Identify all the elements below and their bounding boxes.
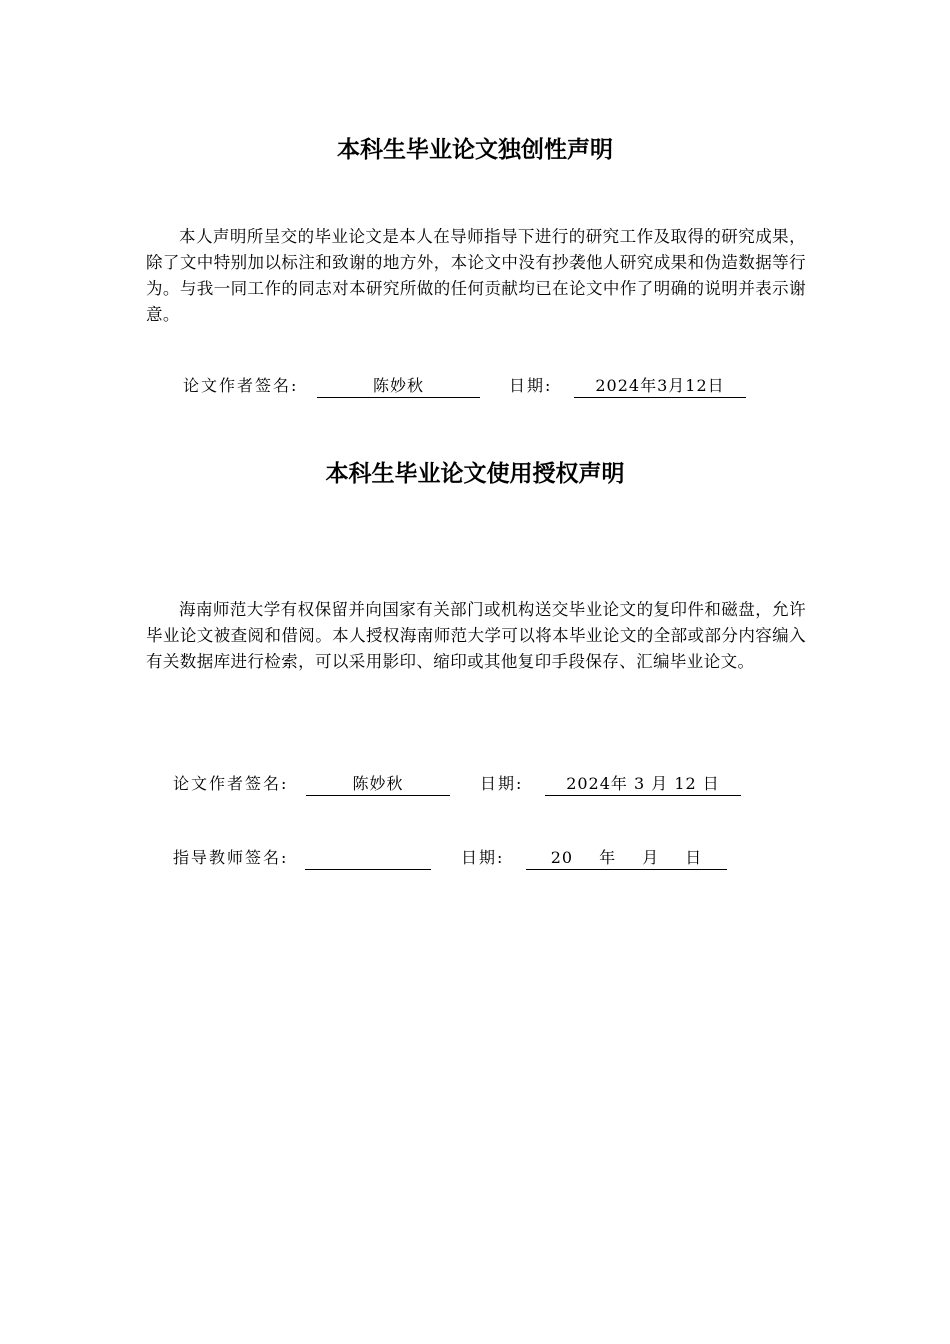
- date-label: 日期:: [509, 376, 553, 395]
- author-signature-field[interactable]: 陈妙秋: [317, 374, 480, 398]
- authorization-title: 本科生毕业论文使用授权声明: [325, 461, 625, 487]
- advisor-signature-field[interactable]: [305, 846, 431, 870]
- declaration-body: 本人声明所呈交的毕业论文是本人在导师指导下进行的研究工作及取得的研究成果，除了文中特别加以标注和致谢的地方外，本论文中没有抄袭他人研究成果和伪造数据等行为。与我一同工作的同志对本研究所做的任何贡献均已在论文中作了明确的说明并表示谢意。: [146, 227, 806, 324]
- author-signature-field[interactable]: 陈妙秋: [306, 772, 450, 796]
- date-label: 日期:: [480, 774, 524, 793]
- authorization-body: 海南师范大学有权保留并向国家有关部门或机构送交毕业论文的复印件和磁盘，允许毕业论文被查阅和借阅。本人授权海南师范大学可以将本毕业论文的全部或部分内容编入有关数据库进行检索，可以采用影印、缩印或其他复印手段保存、汇编毕业论文。: [146, 600, 806, 671]
- author-signature-label: 论文作者签名:: [183, 376, 299, 395]
- declaration-title: 本科生毕业论文独创性声明: [337, 137, 613, 163]
- author-signature-label: 论文作者签名:: [173, 774, 289, 793]
- advisor-date-field[interactable]: 20 年 月 日: [526, 846, 727, 870]
- advisor-signature-label: 指导教师签名:: [173, 848, 289, 867]
- date-field[interactable]: 2024年3月12日: [574, 374, 746, 398]
- advisor-date-label: 日期:: [461, 848, 505, 867]
- date-field[interactable]: 2024年 3 月 12 日: [545, 772, 741, 796]
